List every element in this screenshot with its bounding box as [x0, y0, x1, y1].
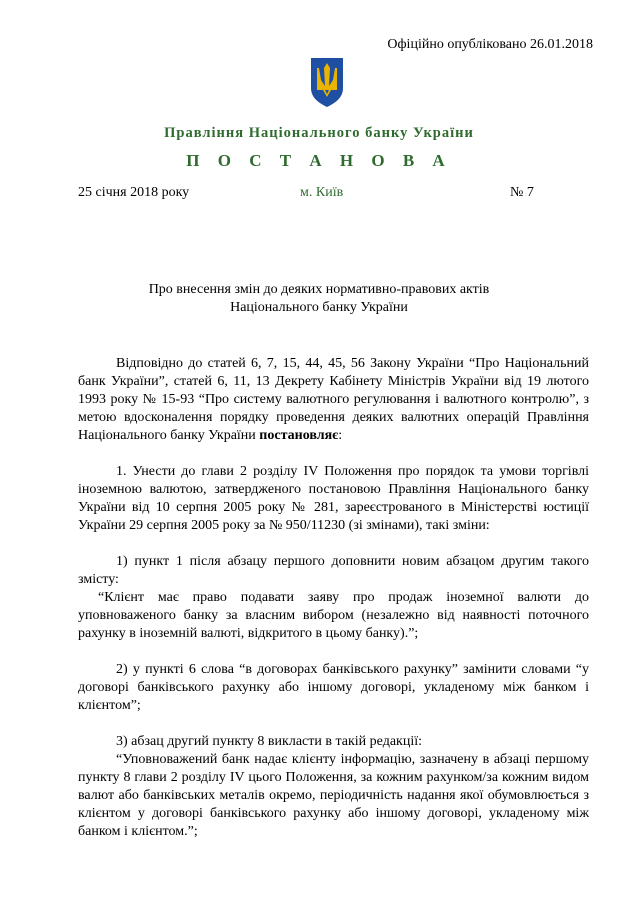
issuer-title: Правління Національного банку України — [164, 125, 474, 141]
subitem-2-paragraph: 2) у пункті 6 слова “в договорах банківського рахунку” замінити словами “у договорі банківського рахунку або іншому договорі, укладеному між банком і клієнтом”; — [78, 662, 589, 713]
document-date: 25 січня 2018 року — [78, 185, 190, 200]
subitem-1-paragraph: 1) пункт 1 після абзацу першого доповнити новим абзацом другим такого змісту: — [78, 554, 589, 587]
preamble-paragraph — [78, 355, 589, 445]
document-type: П О С Т А Н О В А — [186, 151, 452, 170]
document-number: № 7 — [510, 185, 534, 200]
subject-line-1: Про внесення змін до деяких нормативно-правових актів — [148, 282, 490, 297]
subitem-3-quote: “Уповноважений банк надає клієнту інформацію, зазначену в абзаці першому пункту 8 глави 2 розділу IV цього Положення, за кожним рахунком/за кожним видом валют або банківських металів окремо, періодичність надання якої обумовлюється з клієнтом у договорі банківського рахунку або іншому договорі, укладеному між банком і клієнтом.”; — [78, 752, 589, 839]
preamble-text: Відповідно до статей 6, 7, 15, 44, 45, 56 Закону України “Про Національний банк України”, статей 6, 11, 13 Декрету Кабінету Міністрів України від 19 лютого 1993 року № 15-93 “Про систему валютного регулювання і валютного контролю”, з метою вдосконалення порядку проведення деяких валютних операцій Правління Національного банку України — [78, 356, 589, 443]
decides-word: постановляє — [259, 428, 339, 443]
publication-note: Офіційно опубліковано 26.01.2018 — [387, 37, 593, 52]
document-body — [78, 355, 589, 841]
decides-punct: : — [338, 428, 343, 443]
subject-line-2: Національного банку України — [230, 300, 408, 315]
document-city: м. Київ — [300, 185, 344, 200]
subitem-3-paragraph: 3) абзац другий пункту 8 викласти в такій редакції: — [116, 734, 422, 749]
document-subject — [0, 281, 638, 317]
item-1-paragraph: 1. Унести до глави 2 розділу IV Положення про порядок та умови торгівлі іноземною валютою, затвердженого постановою Правління Національного банку України від 10 серпня 2005 року № 281, зареєстрованого в Міністерстві юстиції України 29 серпня 2005 року за № 950/11230 (зі змінами), такі зміни: — [78, 464, 589, 533]
coat-of-arms-icon — [309, 56, 345, 108]
subitem-1-quote: “Клієнт має право подавати заяву про продаж іноземної валюти до уповноваженого банку за власним вибором (незалежно від наявності поточного рахунку в іноземній валюті, відкритого в цьому банку).”; — [78, 590, 589, 641]
